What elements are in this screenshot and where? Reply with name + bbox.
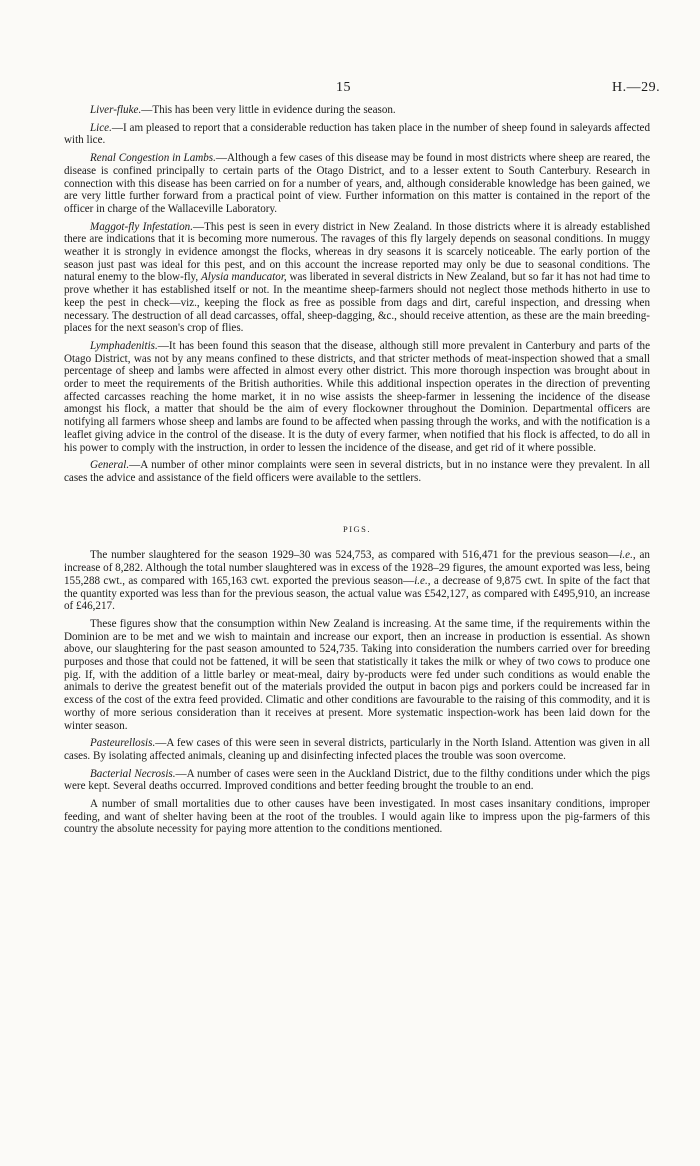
paragraph-text: —It has been found this season that the disease, although still more prevalent in Canterbury and parts of the Otago District, was not by any means confined to these districts, and that stricter methods of meat-inspection showed that a small percentage of sheep and lambs were affected in almost every other district. This more thorough inspection was brought about in order to meet the requirements of the British authorities. While this additional inspection operates in the direction of preventing affected carcasses reaching the home market, it in no wise assists the sheep-farmer in lessening the incidence of the disease amongst his flock, a matter that should be the aim of every flockowner throughout the Dominion. Departmental officers are notifying all farmers whose sheep and lambs are found to be affected when passing through the works, and with the notification is a leaflet giving advice in the control of the disease. It is the duty of every farmer, when notified that his flock is affected, to do all in his power to comply with the instruction, in order to lessen the incidence of the disease, and get rid of it where possible. (64, 339, 650, 454)
paragraph-text: —This has been very little in evidence during the season. (141, 104, 396, 116)
paragraph-maggot-fly (64, 221, 650, 335)
paragraph-lice (64, 122, 650, 147)
italic-ie: i.e., (414, 574, 431, 587)
paragraph-title: Bacterial Necrosis. (90, 767, 176, 780)
paragraph-title: Maggot-fly Infestation. (90, 220, 193, 233)
paragraph-text: —A number of other minor complaints were seen in several districts, but in no instance were they prevalent. In all cases the advice and assistance of the field officers were available to the settlers. (64, 459, 650, 484)
document-reference: H.—29. (612, 80, 661, 95)
paragraph-title: Lice. (90, 121, 112, 134)
paragraph-title: Renal Congestion in Lambs. (90, 152, 216, 165)
paragraph-title: Lymphadenitis. (90, 339, 158, 352)
paragraph-text: —A number of cases were seen in the Auckland District, due to the filthy conditions under which the pigs were kept. Several deaths occurred. Improved conditions and better feeding brought the trouble to an end. (64, 767, 651, 793)
paragraph-text: —A few cases of this were seen in several districts, particularly in the North Island. Attention was given in all cases. By isolating affected animals, cleaning up and disinfecting infected places the trouble was soon overcome. (64, 737, 650, 762)
paragraph-renal-congestion (64, 152, 650, 216)
paragraph-title: Liver-fluke. (90, 104, 142, 116)
paragraph-pasteurellosis (64, 737, 650, 762)
paragraph-title: General. (90, 459, 130, 472)
paragraph-text: —This pest is seen in every district in New Zealand. In those districts where it is already established there are indications that it is becoming more numerous. The ravages of this fly largely depends on seasonal conditions. In muggy weather it is strongly in evidence amongst the flocks, whereas in dry seasons it is scarcely noticeable. The early portion of the season just past was ideal for this pest, and on this account the increase reported may only be due to seasonal conditions. The natural enemy to the blow-fly, (64, 220, 651, 284)
paragraph-text: —Although a few cases of this disease may be found in most districts where sheep are reared, the disease is confined principally to certain parts of the Otago District, and to a lesser extent to South Canterbury. Research in connection with this disease has been carried on for a number of years, and, although considerable knowledge has been gained, we are very little further forward from a practical point of view. Further information on this matter is contained in the report of the officer in charge of the Wallaceville Laboratory. (64, 152, 651, 215)
paragraph-bacterial-necrosis (64, 768, 650, 793)
paragraph-text-continued: was liberated in several districts in New Zealand, but so far it has not had time to prove whether it has established itself or not. In the meantime sheep-farmers should not neglect those methods hitherto in use to keep the pest in check—viz., keeping the flock as free as possible from dags and dirt, careful inspection, and dressing when necessary. The destruction of all dead carcasses, offal, sheep-dagging, &c., should receive attention, as these are the main breeding-places for the next season's crop of flies. (64, 271, 651, 335)
paragraph-lymphadenitis (64, 340, 650, 454)
paragraph-liver-fluke (64, 104, 650, 117)
paragraph-text: —I am pleased to report that a considerable reduction has taken place in the number of sheep found in saleyards affected with lice. (64, 121, 650, 147)
paragraph-title: Pasteurellosis. (90, 737, 156, 750)
section-heading-pigs: PIGS. (342, 523, 372, 534)
paragraph-general (64, 459, 650, 484)
paragraph-pigs-consumption: These figures show that the consumption within New Zealand is increasing. At the same time, if the requirements within the Dominion are to be met and we wish to maintain and increase our export, then an increase in production is essential. As shown above, our slaughtering for the past season amounted to 524,735. Taking into consideration the numbers carried over for breeding purposes and those that could not be fattened, it will be seen that statistically it takes the milk or whey of two cows to produce one pig. If, with the addition of a little barley or meat-meal, dairy by-products were fed under such conditions as would enable the animals to derive the greatest benefit out of the materials provided the output in bacon pigs and porkers could be increased far in excess of the cost of the extra feed provided. Climatic and other conditions are favourable to the raising of this commodity, and it is worthy of more serious consideration than it receives at present. More systematic inspection-work has been laid down for the winter season. (64, 617, 650, 732)
paragraph-pigs-slaughter (64, 549, 650, 613)
species-name: Alysia manducator, (200, 271, 287, 284)
page-body (64, 104, 650, 841)
italic-ie: i.e., (619, 549, 636, 562)
paragraph-small-mortalities: A number of small mortalities due to other causes have been investigated. In most cases insanitary conditions, improper feeding, and want of shelter having been at the root of the troubles. I would again like to impress upon the pig-farmers of this country the absolute necessity for paying more attention to the conditions mentioned. (64, 798, 650, 836)
paragraph-text: The number slaughtered for the season 1929–30 was 524,753, as compared with 516,471 for the previous season— (90, 549, 620, 562)
page-number: 15 (336, 80, 351, 95)
paragraph-text: a decrease of 9,875 cwt. In spite of the fact that the quantity exported was less than for the previous season, the actual value was £542,127, as compared with £495,910, an increase of £46,217. (64, 574, 651, 613)
paragraph-text: an increase of 8,282. Although the total number slaughtered was in excess of the 1928–29 figures, the amount exported was less, being 155,288 cwt., as compared with 165,163 cwt. exported the previous season— (64, 549, 650, 587)
